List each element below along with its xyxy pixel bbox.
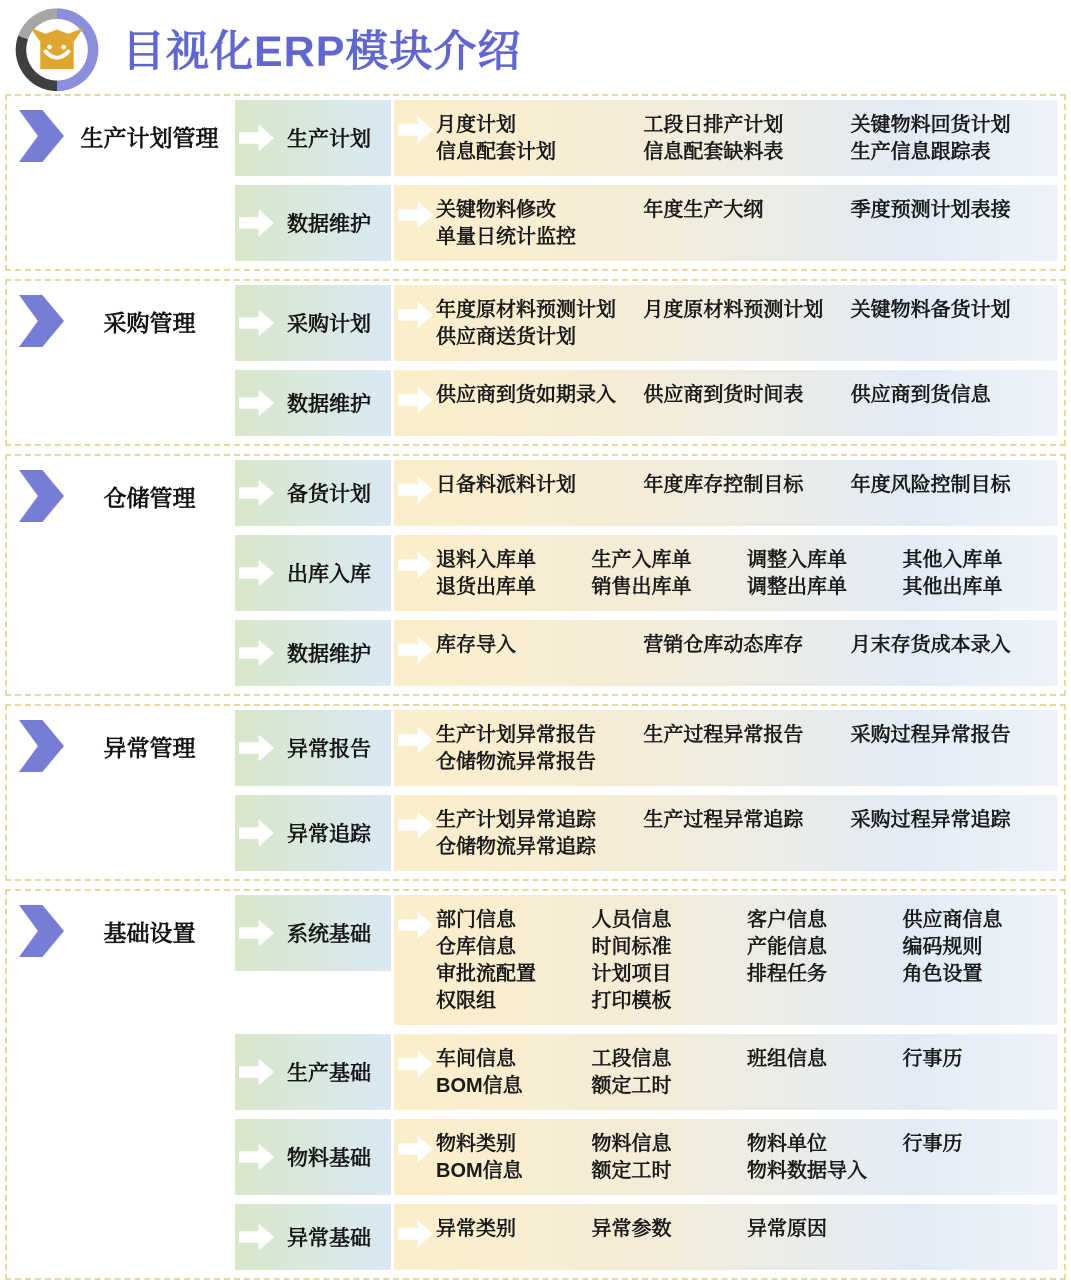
item-column [643, 632, 844, 659]
item-column [851, 112, 1052, 166]
module-items [394, 620, 1058, 686]
module-item: 打印模板 [591, 990, 672, 1012]
module-item: 单量日统计监控 [436, 226, 576, 248]
module-item: 关键物料回货计划 [850, 114, 1011, 136]
flow-arrow-icon [398, 550, 433, 580]
module-label [235, 795, 391, 871]
module-item: 工段信息 [591, 1048, 672, 1070]
module-label [235, 895, 391, 971]
module-items [394, 285, 1058, 361]
item-column [592, 1131, 742, 1185]
flow-arrow-icon [398, 1134, 433, 1164]
module-item: 年度库存控制目标 [643, 474, 804, 496]
module-label-text: 出库入库 [287, 563, 371, 586]
flow-arrow-icon [239, 918, 274, 948]
module-item: 排程任务 [747, 963, 827, 985]
module-label [235, 1119, 391, 1195]
section-3 [5, 454, 1066, 696]
module-item: 车间信息 [436, 1048, 516, 1070]
item-column [436, 722, 637, 776]
item-column [436, 632, 637, 659]
flow-arrow-icon [239, 1222, 274, 1252]
module-label [235, 620, 391, 686]
module-items [394, 1204, 1058, 1270]
item-column [903, 1046, 1053, 1100]
flow-arrow-icon [398, 300, 433, 330]
module-item: 信息配套缺料表 [643, 141, 784, 163]
item-column [436, 382, 637, 409]
sections-container [0, 94, 1071, 1280]
module-items [394, 1034, 1058, 1110]
module-item: 信息配套计划 [436, 141, 556, 163]
module-item: BOM信息 [436, 1160, 523, 1182]
module-item: 角色设置 [902, 963, 983, 985]
module-item: 库存导入 [436, 634, 516, 656]
item-column [851, 807, 1052, 861]
module-item: 其他出库单 [902, 576, 1003, 598]
item-column [747, 1216, 897, 1243]
module-item: 审批流配置 [436, 963, 536, 985]
flow-arrow-icon [239, 733, 274, 763]
item-column [851, 632, 1052, 659]
chevron-icon [19, 470, 64, 522]
flow-arrow-icon [239, 123, 274, 153]
module-item: 计划项目 [591, 963, 672, 985]
module-row [235, 535, 1058, 611]
item-column [851, 197, 1052, 251]
module-label [235, 100, 391, 176]
item-column [436, 197, 637, 251]
module-item: 生产计划异常追踪 [436, 809, 596, 831]
module-row [235, 710, 1058, 786]
module-row [235, 285, 1058, 361]
flow-arrow-icon [398, 200, 433, 230]
item-column [903, 907, 1053, 1015]
item-column [643, 382, 844, 409]
section-title: 生产计划管理 [80, 125, 219, 151]
section-title: 异常管理 [103, 735, 196, 761]
item-column [903, 1131, 1053, 1185]
module-label [235, 710, 391, 786]
item-columns [436, 1216, 1052, 1243]
module-row [235, 100, 1058, 176]
module-label [235, 370, 391, 436]
flow-arrow-icon [398, 385, 433, 415]
item-column [903, 547, 1053, 601]
module-row [235, 895, 1058, 1025]
item-column [747, 547, 897, 601]
module-item: 行事历 [902, 1133, 963, 1155]
flow-arrow-icon [239, 388, 274, 418]
section-head [11, 100, 235, 261]
module-item: 供应商到货时间表 [643, 384, 804, 406]
item-column [436, 907, 586, 1015]
module-item: 供应商信息 [902, 909, 1003, 931]
item-columns [436, 297, 1052, 351]
item-column [592, 1216, 742, 1243]
module-item: 权限组 [436, 990, 496, 1012]
module-item: 时间标准 [591, 936, 672, 958]
module-item: 生产计划异常报告 [436, 724, 596, 746]
module-item: 客户信息 [747, 909, 827, 931]
chevron-icon [19, 295, 64, 347]
module-item: 月末存货成本录入 [850, 634, 1011, 656]
section-head [11, 895, 235, 1270]
module-label-text: 备货计划 [287, 483, 371, 506]
module-row [235, 795, 1058, 871]
chevron-icon [19, 110, 64, 162]
module-label-text: 数据维护 [287, 213, 371, 236]
module-label [235, 185, 391, 261]
flow-arrow-icon [239, 478, 274, 508]
section-head [11, 285, 235, 436]
flow-arrow-icon [398, 1049, 433, 1079]
module-items [394, 535, 1058, 611]
section-4 [5, 704, 1066, 881]
module-item: 供应商到货信息 [850, 384, 991, 406]
item-columns [436, 472, 1052, 499]
module-item: 生产信息跟踪表 [850, 141, 991, 163]
section-rows [235, 895, 1058, 1270]
module-item: 月度计划 [436, 114, 516, 136]
module-row [235, 620, 1058, 686]
item-columns [436, 722, 1052, 776]
module-item: 供应商送货计划 [436, 326, 576, 348]
item-column [851, 722, 1052, 776]
module-label-text: 异常报告 [287, 738, 371, 761]
module-row [235, 1034, 1058, 1110]
flow-arrow-icon [398, 725, 433, 755]
module-items [394, 100, 1058, 176]
module-label-text: 采购计划 [287, 313, 371, 336]
item-column [747, 1131, 897, 1185]
module-label-text: 生产基础 [287, 1062, 371, 1085]
module-item: 物料类别 [436, 1133, 516, 1155]
module-item: 年度生产大纲 [643, 199, 764, 221]
flow-arrow-icon [239, 208, 274, 238]
page-header [0, 0, 1071, 94]
flow-arrow-icon [239, 638, 274, 668]
item-column [643, 472, 844, 499]
module-label [235, 535, 391, 611]
flow-arrow-icon [398, 810, 433, 840]
flow-arrow-icon [398, 115, 433, 145]
module-label [235, 1204, 391, 1270]
item-columns [436, 807, 1052, 861]
module-label-text: 物料基础 [287, 1147, 371, 1170]
module-items [394, 795, 1058, 871]
flow-arrow-icon [239, 1142, 274, 1172]
module-row [235, 1119, 1058, 1195]
section-title: 仓储管理 [103, 485, 196, 511]
flow-arrow-icon [239, 558, 274, 588]
module-item: 物料数据导入 [747, 1160, 867, 1182]
module-item: 异常类别 [436, 1218, 516, 1240]
item-column [436, 547, 586, 601]
module-item: 供应商到货如期录入 [436, 384, 616, 406]
section-rows [235, 100, 1058, 261]
section-rows [235, 460, 1058, 686]
flow-arrow-icon [239, 818, 274, 848]
module-label-text: 数据维护 [287, 393, 371, 416]
section-title: 采购管理 [103, 310, 196, 336]
module-item: 仓库信息 [436, 936, 516, 958]
module-item: 年度原材料预测计划 [436, 299, 616, 321]
module-item: 调整出库单 [747, 576, 847, 598]
item-column [436, 472, 637, 499]
module-label-text: 数据维护 [287, 643, 371, 666]
module-item: BOM信息 [436, 1075, 523, 1097]
app-logo-icon [8, 4, 106, 92]
section-rows [235, 710, 1058, 871]
module-item: 其他入库单 [902, 549, 1003, 571]
item-column [592, 547, 742, 601]
item-columns [436, 382, 1052, 409]
section-2 [5, 279, 1066, 446]
flow-arrow-icon [398, 635, 433, 665]
module-item: 仓储物流异常追踪 [436, 836, 596, 858]
flow-arrow-icon [398, 1219, 433, 1249]
module-item: 生产入库单 [591, 549, 692, 571]
item-columns [436, 1131, 1052, 1185]
item-column [436, 1216, 586, 1243]
module-item: 季度预测计划表接 [850, 199, 1011, 221]
module-item: 仓储物流异常报告 [436, 751, 596, 773]
module-row [235, 370, 1058, 436]
module-item: 异常原因 [747, 1218, 827, 1240]
module-item: 退货出库单 [436, 576, 536, 598]
module-item: 调整入库单 [747, 549, 847, 571]
item-column [436, 1046, 586, 1100]
section-rows [235, 285, 1058, 436]
item-column [851, 297, 1052, 351]
module-item: 日备料派料计划 [436, 474, 576, 496]
module-label [235, 1034, 391, 1110]
item-column [643, 722, 844, 776]
module-items [394, 1119, 1058, 1195]
page-title: 目视化ERP模块介绍 [122, 27, 522, 76]
item-column [643, 297, 844, 351]
flow-arrow-icon [239, 308, 274, 338]
module-items [394, 370, 1058, 436]
item-columns [436, 547, 1052, 601]
flow-arrow-icon [398, 910, 433, 940]
item-column [747, 1046, 897, 1100]
chevron-icon [19, 720, 64, 772]
item-columns [436, 907, 1052, 1015]
module-label-text: 异常追踪 [287, 823, 371, 846]
flow-arrow-icon [239, 1057, 274, 1087]
item-columns [436, 197, 1052, 251]
module-item: 班组信息 [747, 1048, 827, 1070]
module-item: 关键物料备货计划 [850, 299, 1011, 321]
item-column [436, 112, 637, 166]
module-item: 采购过程异常追踪 [850, 809, 1011, 831]
item-column [436, 1131, 586, 1185]
module-item: 行事历 [902, 1048, 963, 1070]
module-item: 关键物料修改 [436, 199, 556, 221]
item-column [436, 297, 637, 351]
module-item: 额定工时 [591, 1160, 672, 1182]
module-items [394, 710, 1058, 786]
module-item: 人员信息 [591, 909, 672, 931]
item-column [592, 1046, 742, 1100]
module-item: 物料信息 [591, 1133, 672, 1155]
module-items [394, 185, 1058, 261]
module-item: 月度原材料预测计划 [643, 299, 824, 321]
item-column [643, 807, 844, 861]
flow-arrow-icon [398, 475, 433, 505]
module-row [235, 1204, 1058, 1270]
item-column [903, 1216, 1053, 1243]
module-label-text: 生产计划 [287, 128, 371, 151]
module-row [235, 185, 1058, 261]
section-head [11, 460, 235, 686]
item-column [747, 907, 897, 1015]
module-label-text: 异常基础 [287, 1227, 371, 1250]
module-items [394, 460, 1058, 526]
module-item: 产能信息 [747, 936, 827, 958]
section-title: 基础设置 [103, 920, 196, 946]
module-item: 编码规则 [902, 936, 983, 958]
module-label [235, 285, 391, 361]
module-label [235, 460, 391, 526]
item-column [592, 907, 742, 1015]
section-1 [5, 94, 1066, 271]
module-item: 年度风险控制目标 [850, 474, 1011, 496]
module-item: 部门信息 [436, 909, 516, 931]
module-item: 异常参数 [591, 1218, 672, 1240]
module-item: 生产过程异常报告 [643, 724, 804, 746]
item-column [643, 197, 844, 251]
module-label-text: 系统基础 [287, 923, 371, 946]
module-row [235, 460, 1058, 526]
module-item: 销售出库单 [591, 576, 692, 598]
chevron-icon [19, 905, 64, 957]
item-column [851, 472, 1052, 499]
module-item: 生产过程异常追踪 [643, 809, 804, 831]
module-item: 退料入库单 [436, 549, 536, 571]
section-5 [5, 889, 1066, 1280]
module-item: 额定工时 [591, 1075, 672, 1097]
item-columns [436, 112, 1052, 166]
item-column [643, 112, 844, 166]
module-item: 采购过程异常报告 [850, 724, 1011, 746]
item-columns [436, 1046, 1052, 1100]
item-columns [436, 632, 1052, 659]
item-column [436, 807, 637, 861]
module-item: 物料单位 [747, 1133, 827, 1155]
section-head [11, 710, 235, 871]
module-item: 工段日排产计划 [643, 114, 784, 136]
item-column [851, 382, 1052, 409]
module-items [394, 895, 1058, 1025]
module-item: 营销仓库动态库存 [643, 634, 804, 656]
